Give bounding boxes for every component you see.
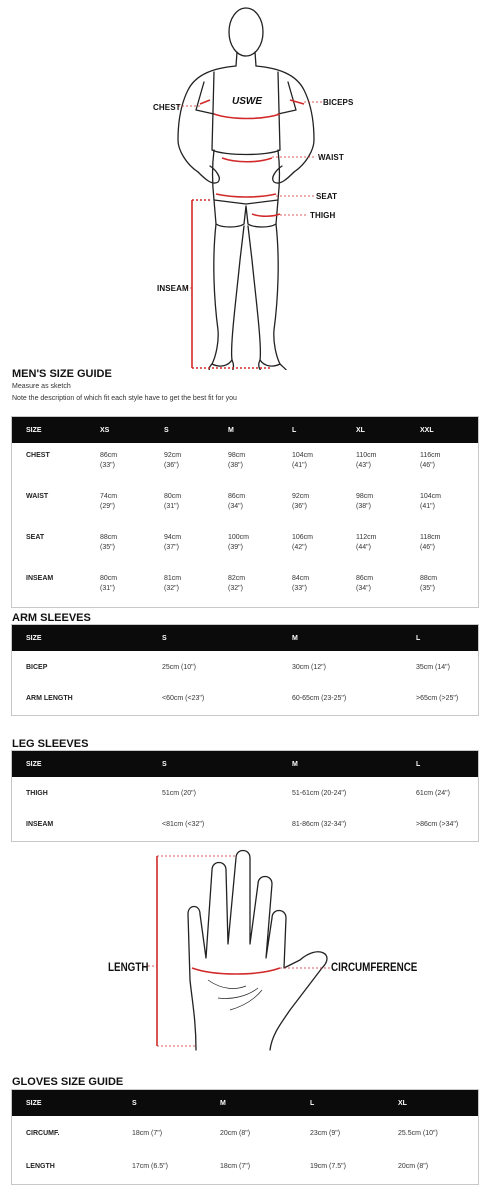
table-cell: 88cm (35") [420, 575, 438, 592]
leg-sleeves-table [11, 750, 479, 842]
row-label: LENGTH [26, 1163, 55, 1171]
row-label: CHEST [26, 452, 50, 459]
table-cell: 60-65cm (23-25") [292, 695, 347, 703]
header-cell: S [164, 426, 169, 434]
seat-label: SEAT [316, 192, 338, 201]
table-header-row [12, 417, 479, 444]
chest-label: CHEST [153, 103, 181, 112]
table-cell: 84cm (33") [292, 575, 310, 592]
table-cell: 80cm (31") [100, 575, 118, 592]
table-cell: 92cm (36") [164, 452, 182, 469]
header-cell: XS [100, 426, 110, 434]
gloves-size-table [11, 1089, 479, 1185]
table-cell: 98cm (38") [356, 493, 374, 510]
table-cell: 86cm (34") [228, 493, 246, 510]
table-cell: 61cm (24") [416, 789, 450, 797]
table-header-row [12, 751, 479, 778]
header-cell: SIZE [26, 1099, 42, 1107]
table-cell: 88cm (35") [100, 534, 118, 551]
header-cell: XL [398, 1099, 407, 1107]
header-cell: M [292, 760, 298, 768]
mens-size-table [11, 416, 479, 608]
header-cell: XL [356, 426, 365, 434]
gloves-size-guide-title: GLOVES SIZE GUIDE [12, 1076, 124, 1088]
waist-label: WAIST [318, 153, 344, 162]
header-cell: L [416, 760, 421, 768]
row-label: SEAT [26, 534, 45, 541]
table-cell: 116cm (46") [420, 452, 441, 469]
table-row [12, 809, 479, 841]
waist-line [222, 158, 272, 162]
table-cell: 81-86cm (32-34") [292, 821, 347, 829]
table-cell: 74cm (29") [100, 493, 118, 510]
table-cell: 86cm (33") [100, 452, 118, 469]
row-label: INSEAM [26, 575, 54, 582]
table-cell: 20cm (8") [220, 1129, 251, 1137]
hand-circumference-label: CIRCUMFERENCE [331, 960, 418, 974]
header-cell: SIZE [26, 426, 42, 434]
header-cell: S [132, 1099, 137, 1107]
table-cell: 110cm (43") [356, 452, 377, 469]
table-cell: 25cm (10") [162, 663, 196, 671]
row-label: ARM LENGTH [26, 695, 73, 703]
table-cell: 118cm (46") [420, 534, 441, 551]
thigh-line [252, 214, 280, 216]
table-cell: 98cm (38") [228, 452, 246, 469]
table-cell: 106cm (42") [292, 534, 314, 551]
row-label: CIRCUMF. [26, 1129, 60, 1137]
header-cell: S [162, 634, 167, 642]
mens-subtitle: Measure as sketch [12, 383, 71, 390]
table-row [12, 1150, 479, 1184]
table-cell: >65cm (>25") [416, 695, 459, 703]
row-label: BICEP [26, 663, 48, 671]
hand-sketch [0, 840, 492, 1065]
table-row [12, 484, 479, 525]
table-cell: 23cm (9") [310, 1129, 341, 1137]
table-cell: 25.5cm (10") [398, 1129, 438, 1137]
table-row [12, 777, 479, 809]
header-cell: M [292, 634, 298, 642]
header-cell: M [220, 1099, 226, 1107]
inseam-label: INSEAM [157, 284, 189, 293]
mens-note: Note the description of which fit each style have to get the best fit for you [12, 395, 237, 402]
header-cell: L [416, 634, 421, 642]
table-row [12, 651, 479, 683]
thigh-label: THIGH [310, 211, 336, 220]
table-row [12, 1116, 479, 1150]
table-cell: 86cm (34") [356, 575, 374, 592]
table-row [12, 566, 479, 607]
table-header-row [12, 1090, 479, 1117]
table-cell: <81cm (<32") [162, 821, 205, 829]
table-cell: 20cm (8") [398, 1163, 429, 1171]
header-cell: SIZE [26, 760, 42, 768]
table-cell: <60cm (<23") [162, 695, 205, 703]
seat-line [216, 194, 276, 197]
table-cell: 30cm (12") [292, 663, 326, 671]
row-label: INSEAM [26, 821, 54, 829]
table-cell: 92cm (36") [292, 493, 310, 510]
table-cell: 104cm (41") [292, 452, 314, 469]
chest-line [214, 114, 280, 119]
table-cell: 104cm (41") [420, 493, 442, 510]
table-cell: 100cm (39") [228, 534, 250, 551]
table-cell: 17cm (6.5") [132, 1163, 168, 1171]
table-cell: 18cm (7") [132, 1129, 163, 1137]
table-cell: 112cm (44") [356, 534, 377, 551]
table-cell: 35cm (14") [416, 663, 450, 671]
header-cell: S [162, 760, 167, 768]
header-cell: L [292, 426, 297, 434]
mens-size-guide-title: MEN'S SIZE GUIDE [12, 368, 112, 380]
table-cell: 82cm (32") [228, 575, 246, 592]
table-cell: >86cm (>34") [416, 821, 459, 829]
table-cell: 51cm (20") [162, 789, 196, 797]
body-sketch [0, 0, 492, 370]
table-row [12, 683, 479, 715]
brand-logo: USWE [232, 96, 262, 107]
table-cell: 18cm (7") [220, 1163, 251, 1171]
leg-sleeves-title: LEG SLEEVES [12, 738, 89, 750]
table-cell: 51-61cm (20-24") [292, 789, 347, 797]
hand-measurement-figure [0, 840, 492, 1065]
arm-sleeves-table [11, 624, 479, 716]
table-cell: 81cm (32") [164, 575, 182, 592]
table-cell: 80cm (31") [164, 493, 182, 510]
table-header-row [12, 625, 479, 652]
table-row [12, 525, 479, 566]
hand-length-label: LENGTH [108, 960, 149, 974]
body-measurement-figure [0, 0, 492, 370]
table-row [12, 443, 479, 484]
table-cell: 94cm (37") [164, 534, 182, 551]
header-cell: M [228, 426, 234, 434]
header-cell: XXL [420, 426, 434, 434]
header-cell: SIZE [26, 634, 42, 642]
table-cell: 19cm (7.5") [310, 1163, 346, 1171]
row-label: THIGH [26, 789, 48, 797]
biceps-label: BICEPS [323, 98, 354, 107]
arm-sleeves-title: ARM SLEEVES [12, 612, 91, 624]
header-cell: L [310, 1099, 315, 1107]
row-label: WAIST [26, 493, 49, 500]
